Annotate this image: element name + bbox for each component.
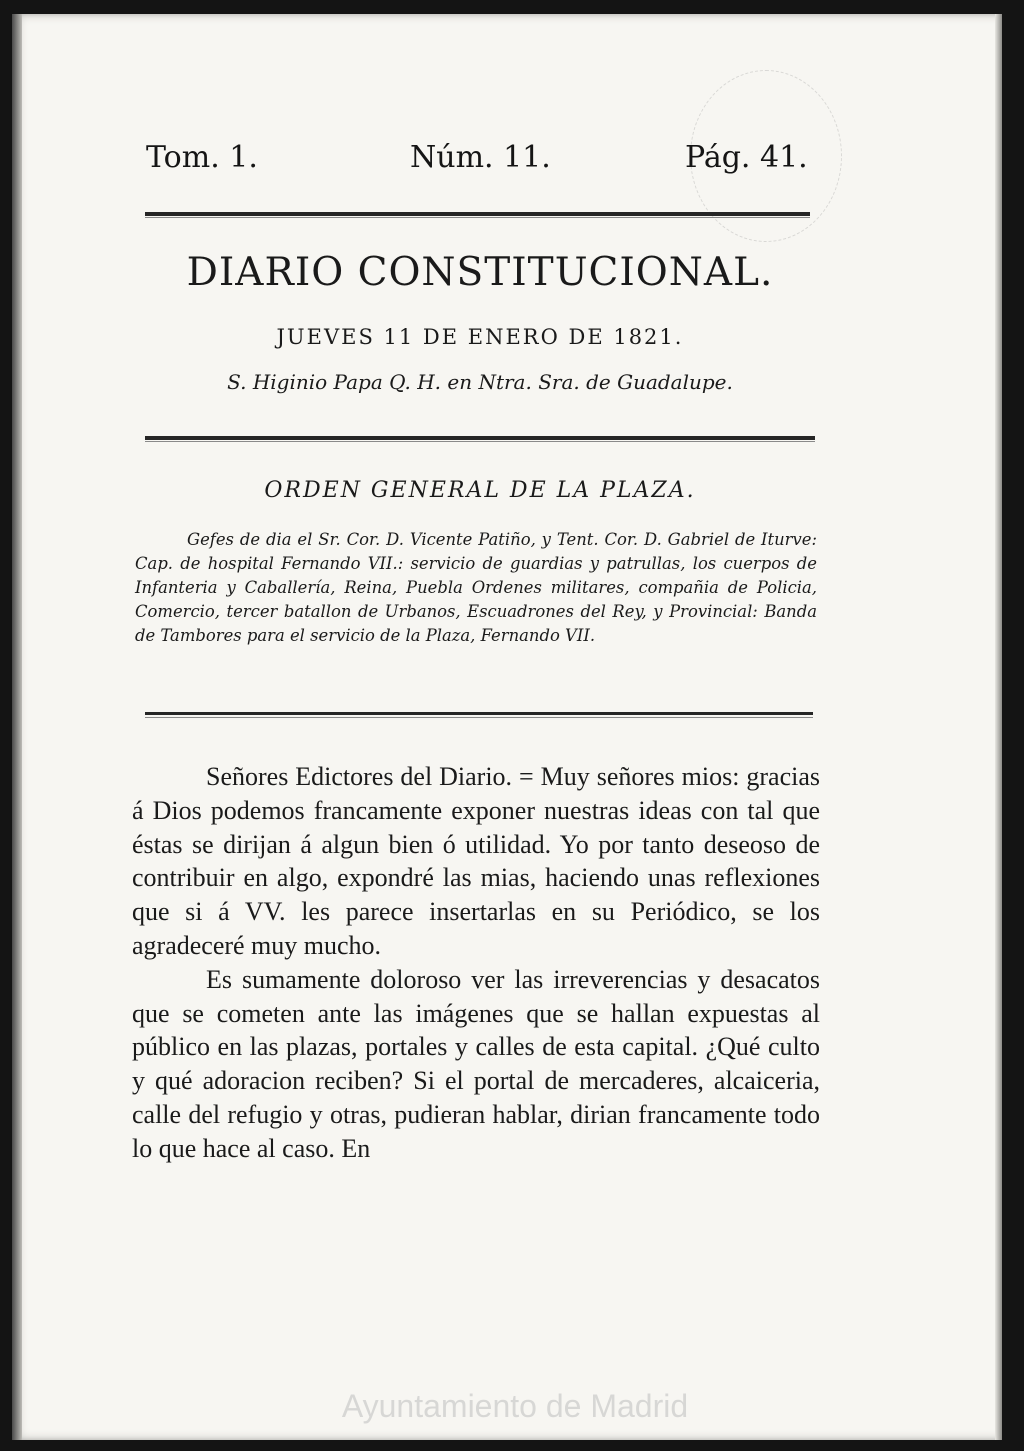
saint-of-the-day: S. Higinio Papa Q. H. en Ntra. Sra. de Guadalupe. — [227, 370, 733, 394]
orden-heading: ORDEN GENERAL DE LA PLAZA. — [264, 478, 696, 503]
archive-watermark: Ayuntamiento de Madrid — [341, 1388, 689, 1424]
page-edge — [995, 14, 1002, 1440]
article-paragraph: Señores Edictores del Diario. = Muy señores mios: gracias á Dios podemos francamente exponer nuestras ideas con tal que éstas se dirijan á algun bien ó utilidad. Yo por tanto deseoso de contribuir en algo, expondré las mias, haciendo unas reflexiones que si á VV. les parece insertarlas en su Periódico, se los agradeceré muy mucho. — [132, 762, 820, 960]
issue-date: JUEVES 11 DE ENERO DE 1821. — [276, 325, 684, 349]
letter-article — [132, 760, 820, 1166]
newspaper-page — [12, 14, 1002, 1440]
header-rule — [145, 212, 810, 216]
issue-number: Núm. 11. — [410, 140, 551, 175]
volume-number: Tom. 1. — [146, 140, 258, 175]
page-spine — [12, 14, 22, 1440]
page-number: Pág. 41. — [685, 140, 808, 175]
masthead-rule — [145, 436, 815, 440]
orden-text: Gefes de dia el Sr. Cor. D. Vicente Patiño, y Tent. Cor. D. Gabriel de Iturve: Cap. de hospital Fernando VII.: servicio de guardias y patrullas, los cuerpos de Infanteria y Caballería, Reina, Puebla Ordenes militares, compañia de Policia, Comercio, tercer batallon de Urbanos, Escuadrones del Rey, y Provincial: Banda de Tambores para el servicio de la Plaza, Fernando VII. — [135, 530, 817, 645]
article-paragraph: Es sumamente doloroso ver las irreverencias y desacatos que se cometen ante las imágenes que se hallan expuestas al público en las plazas, portales y calles de esta capital. ¿Qué culto y qué adoracion reciben? Si el portal de mercaderes, alcaiceria, calle del refugio y otras, pudieran hablar, dirian francamente todo lo que hace al caso. En — [132, 964, 820, 1163]
section-rule — [145, 712, 813, 715]
page-header — [140, 140, 820, 180]
newspaper-title: DIARIO CONSTITUCIONAL. — [186, 250, 774, 295]
